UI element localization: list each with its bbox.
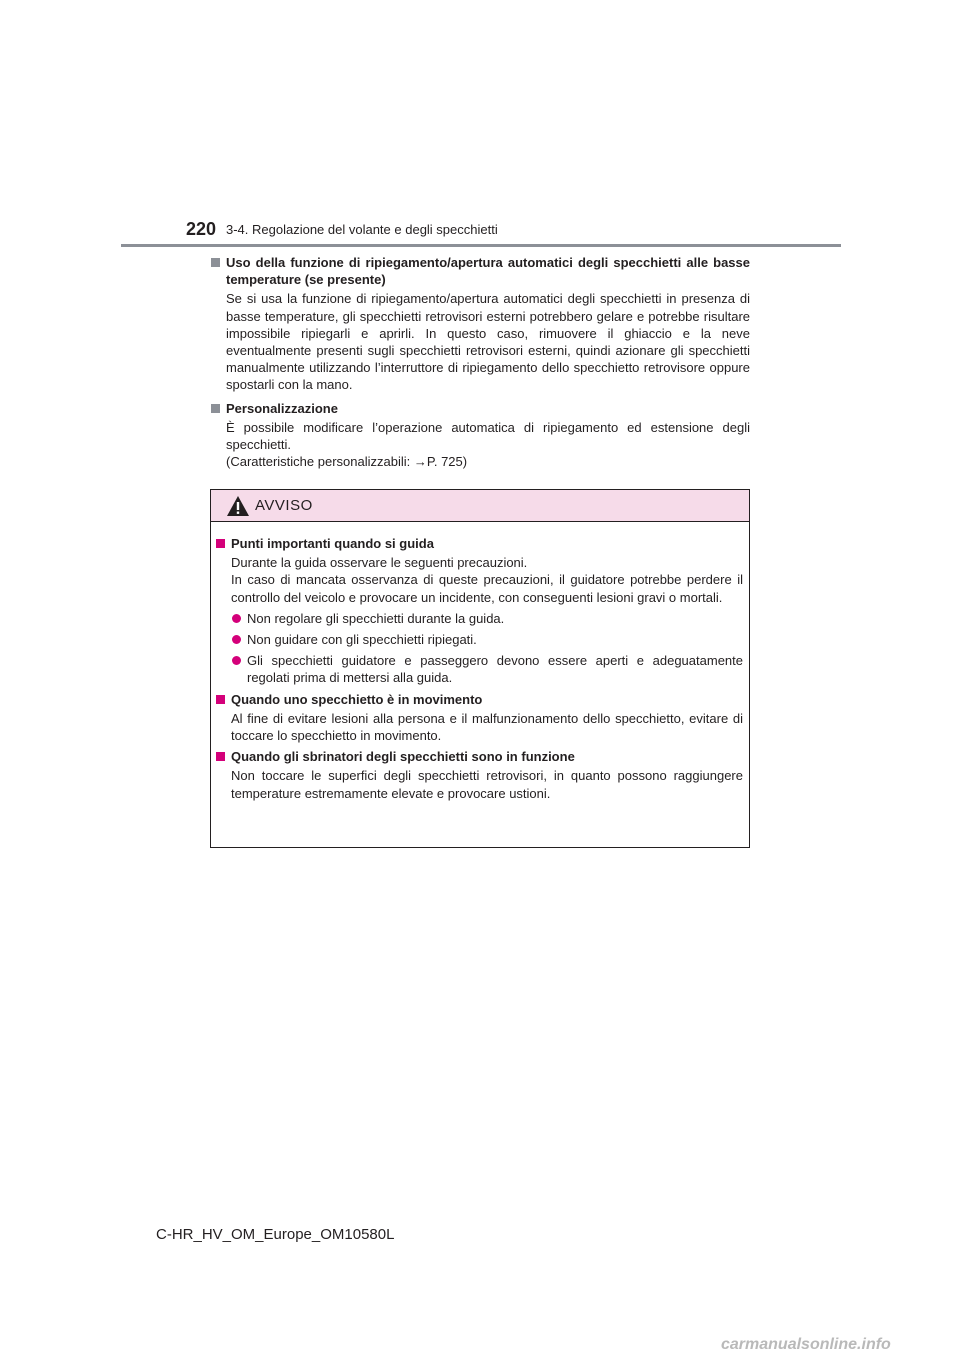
header-divider: [121, 244, 841, 247]
square-bullet-icon: [216, 539, 225, 548]
warning-item-title: Quando uno specchietto è in movimento: [231, 691, 483, 707]
circle-bullet-icon: [232, 656, 241, 665]
paragraph-line: Al fine di evitare lesioni alla persona e il malfunzionamento dello specchietto, evitare di toccare lo specchietto in movimento.: [231, 710, 743, 744]
warning-header: [211, 490, 749, 522]
page-number: 220: [186, 219, 217, 239]
warning-item-title: Quando gli sbrinatori degli specchietti sono in funzione: [231, 749, 575, 765]
warning-item-body: [215, 767, 743, 801]
circle-bullet-icon: [232, 635, 241, 644]
page-header: [0, 0, 960, 250]
section-heading: [210, 254, 750, 288]
paragraph-line: Non toccare le superfici degli specchietti retrovisori, in quanto possono raggiungere temperature estremamente elevate e provocare ustioni.: [231, 768, 743, 801]
watermark: carmanualsonline.info: [721, 1336, 891, 1353]
cross-reference-link[interactable]: (Caratteristiche personalizzabili: →P. 725): [226, 454, 468, 470]
square-bullet-icon: [211, 404, 220, 413]
warning-item: [215, 535, 743, 687]
document-code: C-HR_HV_OM_Europe_OM10580L: [156, 1226, 395, 1243]
warning-item: [215, 691, 743, 745]
paragraph-line: Durante la guida osservare le seguenti precauzioni.: [231, 555, 528, 571]
square-bullet-icon: [211, 258, 220, 267]
bullet-text: Gli specchietti guidatore e passeggero devono essere aperti e adeguatamente regolati prima di mettersi alla guida.: [247, 653, 743, 686]
warning-box: [210, 489, 750, 848]
bullet-item: [215, 652, 743, 686]
bullet-item: [215, 610, 743, 627]
warning-item-body: [215, 554, 743, 606]
bullet-text: Non guidare con gli specchietti ripiegati.: [247, 632, 477, 648]
section-title: 3-4. Regolazione del volante e degli specchietti: [226, 222, 498, 237]
section-body: [210, 419, 750, 471]
warning-item-title: Punti importanti quando si guida: [231, 536, 434, 551]
warning-item-body: [215, 710, 743, 744]
warning-item: [215, 748, 743, 802]
warning-item-heading: [215, 748, 743, 765]
warning-body: [211, 522, 749, 802]
paragraph-line: È possibile modificare l’operazione automatica di ripiegamento ed estensione degli specchietti.: [226, 419, 750, 453]
square-bullet-icon: [216, 752, 225, 761]
paragraph-line: In caso di mancata osservanza di queste precauzioni, il guidatore potrebbe perdere il controllo del veicolo e provocare un incidente, con conseguenti lesioni gravi o mortali.: [231, 572, 743, 605]
paragraph-line: Se si usa la funzione di ripiegamento/apertura automatici degli specchietti in presenza di basse temperature, gli specchietti retrovisori esterni potrebbero gelare e potrebbe risultare impossibile ripiegarli e aprirli. In questo caso, rimuovere il ghiaccio e la neve eventualmente presenti sugli specchietti retrovisori esterni, quindi azionare gli specchietti manualmente utilizzando l’interruttore di ripiegamento dello specchietto retrovisore oppure spostarli con la mano.: [226, 291, 750, 393]
section-personalization: [210, 400, 750, 471]
circle-bullet-icon: [232, 614, 241, 623]
warning-label: AVVISO: [255, 497, 313, 514]
bullet-text: Non regolare gli specchietti durante la guida.: [247, 610, 505, 626]
section-heading: [210, 400, 750, 417]
main-content: [210, 254, 750, 476]
warning-item-heading: [215, 535, 743, 552]
bullet-item: [215, 631, 743, 648]
warning-triangle-icon: [226, 495, 250, 517]
section-body: [210, 290, 750, 393]
warning-item-heading: [215, 691, 743, 708]
section-heading-text: Uso della funzione di ripiegamento/apertura automatici degli specchietti alle basse temperature (se presente): [226, 255, 750, 288]
square-bullet-icon: [216, 695, 225, 704]
section-cold-mirrors: [210, 254, 750, 394]
section-heading-text: Personalizzazione: [226, 400, 338, 416]
